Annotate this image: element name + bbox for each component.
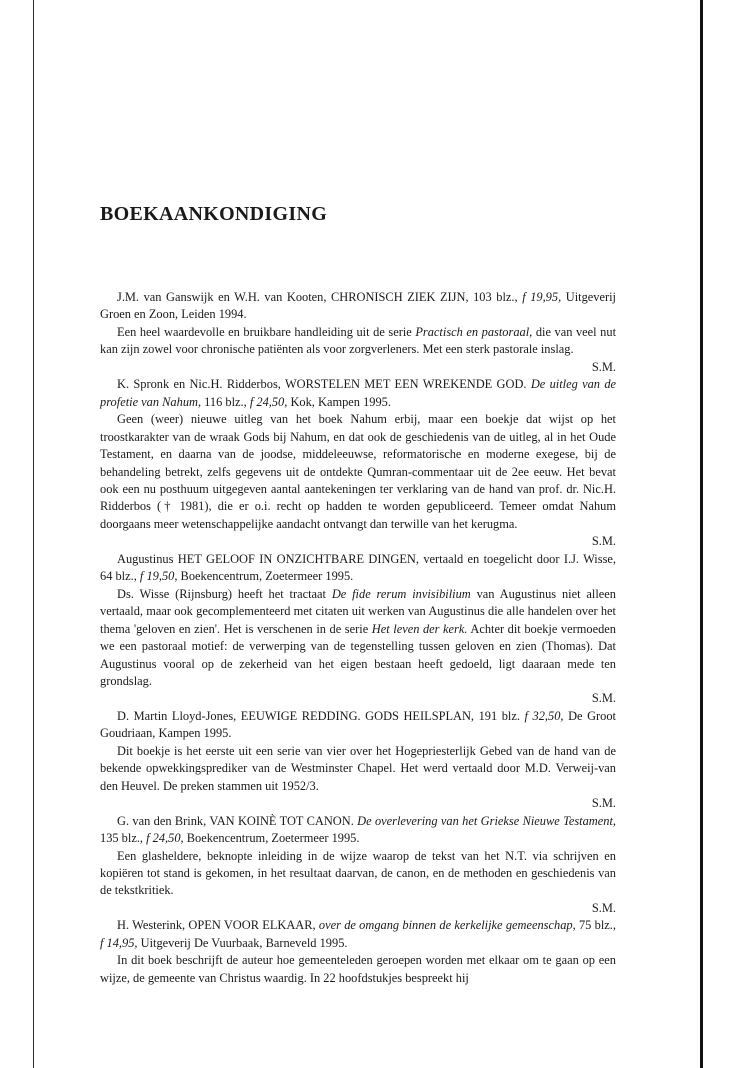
book-review: Ds. Wisse (Rijnsburg) heeft het tractaat De fide rerum invisibilium van Augustinus niet alleen vertaald, maar ook gecomplementeerd met citaten uit werken van Augustinus die alle handelen over het thema 'geloven en zien'. Het is verschenen in de serie Het leven der kerk. Achter dit boekje vermoeden we een pastoraal motief: de verwerping van de tegenstelling tussen geloven en zien (Thomas). Dat Augustinus vooral op de zekerheid van het eigen bestaan heeft gedoeld, ligt daaraan mede ten grondslag. S.M. (100, 586, 616, 708)
book-review: Dit boekje is het eerste uit een serie van vier over het Hogepriesterlijk Gebed van de hand van de bekende opwekkingsprediker van de Westminster Chapel. Het werd vertaald door M.D. Verweij-van den Heuvel. De preken stammen uit 1952/3. S.M. (100, 743, 616, 813)
reviewer-signature: S.M. (591, 691, 616, 706)
book-review: Geen (weer) nieuwe uitleg van het boek Nahum erbij, maar een boekje dat wijst op het troostkarakter van de wraak Gods bij Nahum, en dat ook de geschiedenis van de uitleg, al in het Oude Testament, en daarna van de joodse, middeleeuwse, reformatorische en moderne exegese, bij de behandeling betrekt, zelfs gegevens uit de ontdekte Qumran-commentaar uit de 2ee eeuw. Het bevat ook een nu posthuum uitgegeven aantal aantekeningen ter verklaring van de hand van prof. dr. Nic.H. Ridderbos († 1981), die er o.i. recht op hadden te worden gepubliceerd. Temeer omdat Nahum doorgaans meer wetenschappelijke aandacht ontvangt dan terwille van het kerugma. S.M. (100, 411, 616, 551)
book-review: In dit boek beschrijft de auteur hoe gemeenteleden geroepen worden met elkaar om te gaan op een wijze, de gemeente van Christus waardig. In 22 hoofdstukjes bespreekt hij (100, 953, 616, 985)
reviewer-signature: S.M. (591, 534, 616, 549)
book-citation: Augustinus HET GELOOF IN ONZICHTBARE DINGEN, vertaald en toegelicht door I.J. Wisse, 64 blz., f 19,50, Boekencentrum, Zoetermeer 1995. (100, 551, 616, 584)
reviewer-signature: S.M. (591, 796, 616, 811)
book-citation: K. Spronk en Nic.H. Ridderbos, WORSTELEN MET EEN WREKENDE GOD. De uitleg van de profetie van Nahum, 116 blz., f 24,50, Kok, Kampen 1995. (100, 377, 617, 409)
announcements-body (100, 289, 616, 987)
page-edge-right (700, 0, 703, 1068)
book-citation: D. Martin Lloyd-Jones, EEUWIGE REDDING. GODS HEILSPLAN, 191 blz. f 32,50, De Groot Goudriaan, Kampen 1995. (100, 708, 616, 741)
book-review: Een glasheldere, beknopte inleiding in de wijze waarop de tekst van het N.T. via schrijven en kopiëren tot stand is gekomen, in het resultaat daarvan, de canon, en de methoden en geschiedenis van de tekstkritiek. S.M. (100, 848, 616, 918)
page-title: BOEKAANKONDIGING (100, 203, 328, 225)
book-citation: H. Westerink, OPEN VOOR ELKAAR, over de omgang binnen de kerkelijke gemeenschap, 75 blz., f 14,95, Uitgeverij De Vuurbaak, Barneveld 1995. (100, 918, 616, 950)
page-edge-left (33, 0, 34, 1068)
book-citation: J.M. van Ganswijk en W.H. van Kooten, CHRONISCH ZIEK ZIJN, 103 blz., f 19,95, Uitgeverij Groen en Zoon, Leiden 1994. (100, 290, 616, 322)
reviewer-signature: S.M. (591, 900, 616, 915)
book-review: Een heel waardevolle en bruikbare handleiding uit de serie Practisch en pastoraal, die van veel nut kan zijn zowel voor chronische patiënten als voor zorgverleners. Met een sterk pastorale inslag. S.M. (100, 324, 616, 376)
book-citation: G. van den Brink, VAN KOINÈ TOT CANON. De overlevering van het Griekse Nieuwe Testament, 135 blz., f 24,50, Boekencentrum, Zoetermeer 1995. (100, 813, 616, 846)
reviewer-signature: S.M. (591, 359, 616, 374)
